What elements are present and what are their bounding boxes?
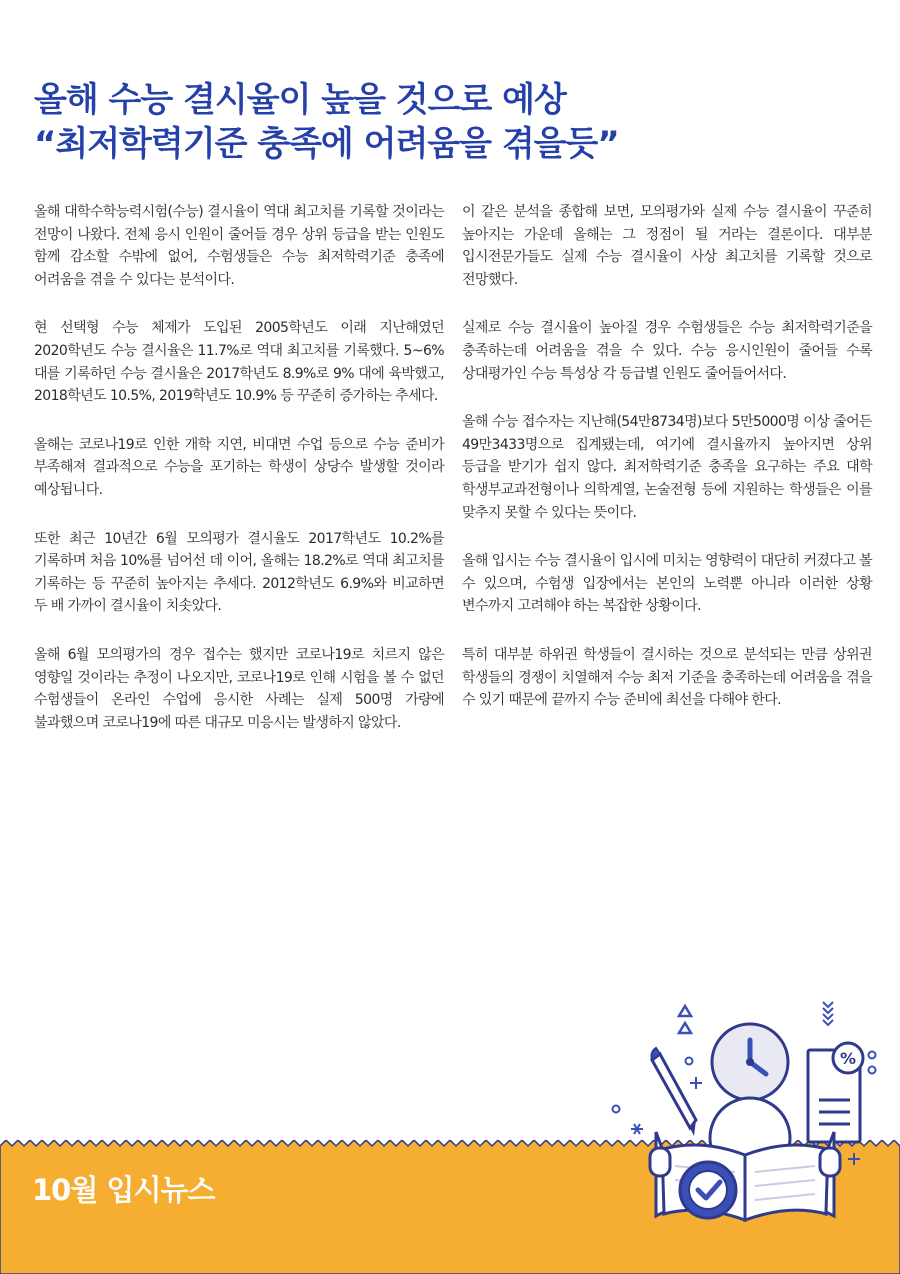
paragraph: 올해 수능 접수자는 지난해(54만8734명)보다 5만5000명 이상 줄어든 49만3433명으로 집계됐는데, 여기에 결시율까지 높아지면 상위 등급을 받기가 쉽지 않다. 최저학력기준 충족을 요구하는 주요 대학 학생부교과전형이나 의학계열, 논술전형 등에 지원하는 학생들은 이를 맞추지 못할 수 있다는 뜻이다.	[462, 414, 872, 521]
footer-label: 10월 입시뉴스	[32, 1173, 215, 1207]
sparkle-icon	[631, 1124, 643, 1134]
paragraph: 또한 최근 10년간 6월 모의평가 결시율도 2017학년도 10.2%를 기록하며 처음 10%를 넘어선 데 이어, 올해는 18.2%로 역대 최고치를 기록하는 등 꾸준히 높아지는 추세다. 2012학년도 6.9%와 비교하면 두 배 가까이 결시율이 치솟았다.	[34, 530, 444, 615]
document-icon	[808, 1043, 863, 1142]
article-title	[34, 78, 874, 166]
percent-symbol: %	[839, 1049, 857, 1068]
left-column	[34, 201, 444, 760]
chevron-down-icon	[823, 1002, 833, 1025]
triangle-icon	[679, 1006, 691, 1033]
clock-icon	[712, 1024, 788, 1100]
paragraph: 올해 입시는 수능 결시율이 입시에 미치는 영향력이 대단히 커졌다고 볼 수 있으며, 수험생 입장에서는 본인의 노력뿐 아니라 이러한 상황 변수까지 고려해야 하는 복잡한 상황이다.	[462, 553, 872, 615]
paragraph: 이 같은 분석을 종합해 보면, 모의평가와 실제 수능 결시율이 꾸준히 높아지는 가운데 올해는 그 정점이 될 거라는 결론이다. 대부분 입시전문가들도 실제 수능 결시율이 사상 최고치를 기록할 것으로 전망했다.	[462, 204, 872, 288]
paragraph: 올해는 코로나19로 인한 개학 지연, 비대면 수업 등으로 수능 준비가 부족해져 결과적으로 수능을 포기하는 학생이 상당수 발생할 것이라 예상됩니다.	[34, 436, 444, 498]
right-column	[462, 201, 872, 738]
paragraph: 올해 대학수학능력시험(수능) 결시율이 역대 최고치를 기록할 것이라는 전망이 나왔다. 전체 응시 인원이 줄어들 경우 상위 등급을 받는 인원도 함께 감소할 수밖에 없어, 수험생들은 수능 최저학력기준 충족에 어려움을 겪을 수 있다는 분석이다.	[34, 204, 444, 288]
paragraph: 실제로 수능 결시율이 높아질 경우 수험생들은 수능 최저학력기준을 충족하는데 어려움을 겪을 수 있다. 수능 응시인원이 줄어들 수록 상대평가인 수능 특성상 각 등급별 인원도 줄어들어서다.	[462, 320, 872, 382]
paragraph: 특히 대부분 하위권 학생들이 결시하는 것으로 분석되는 만큼 상위권 학생들의 경쟁이 치열해져 수능 최저 기준을 충족하는데 어려움을 겪을 수 있기 때문에 끝까지 수능 준비에 최선을 다해야 한다.	[462, 646, 872, 709]
title-line-2: “최저학력기준 충족에 어려움을 겪을듯”	[34, 124, 619, 164]
student-studying-illustration	[590, 990, 890, 1240]
check-circle-icon	[680, 1162, 736, 1218]
title-line-1: 올해 수능 결시율이 높을 것으로 예상	[34, 80, 566, 120]
paragraph: 현 선택형 수능 체제가 도입된 2005학년도 이래 지난해였던 2020학년도 수능 결시율은 11.7%로 역대 최고치를 기록했다. 5~6% 대를 기록하던 수능 결시율은 2017학년도 8.9%로 9% 대에 육박했고, 2018학년도 10.5%, 2019학년도 10.9% 등 꾸준히 증가하는 추세다.	[34, 320, 444, 405]
paragraph: 올해 6월 모의평가의 경우 접수는 했지만 코로나19로 치르지 않은 영향일 것이라는 추정이 나오지만, 코로나19로 인해 시험을 볼 수 없던 수험생들이 온라인 수업에 응시한 사례는 실제 500명 가량에 불과했으며 코로나19에 따른 대규모 미응시는 발생하지 않았다.	[34, 646, 444, 731]
